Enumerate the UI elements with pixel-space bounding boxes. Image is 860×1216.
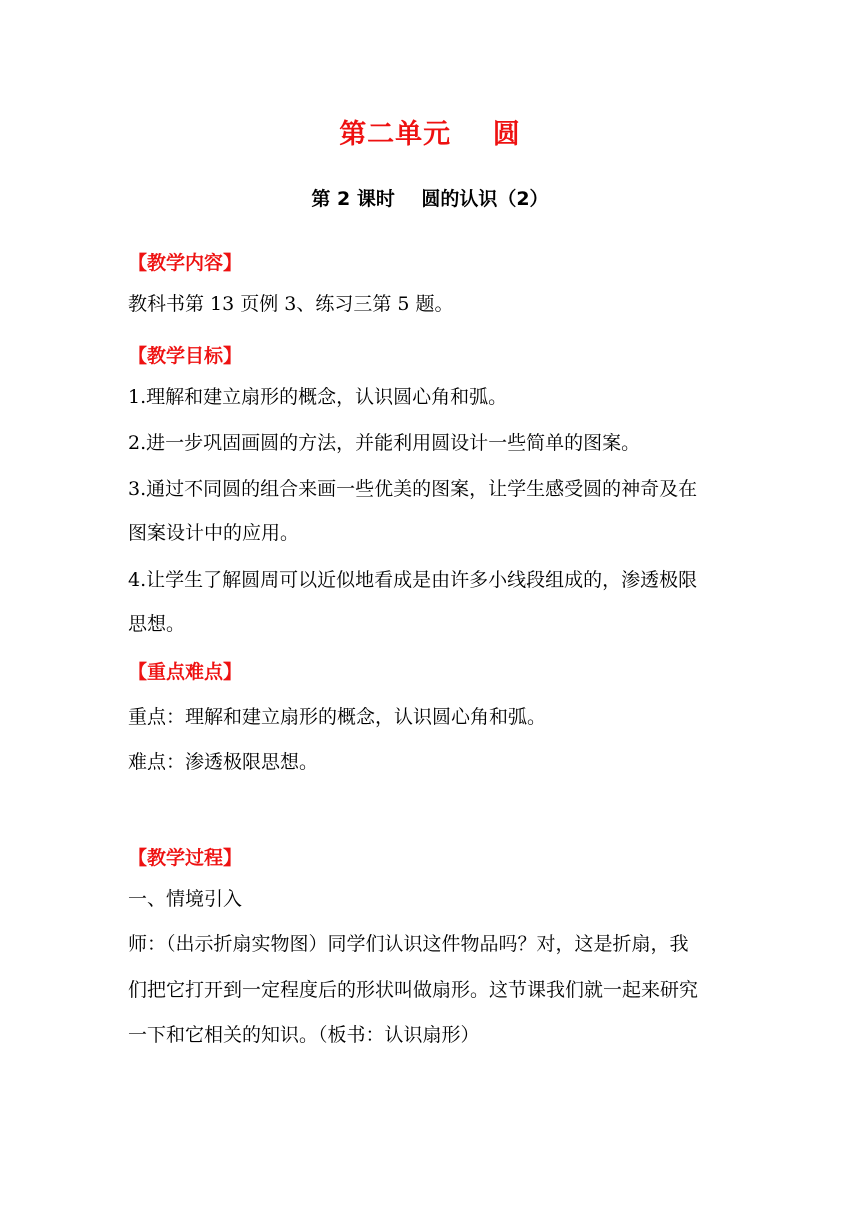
process-line: 一下和它相关的知识。（板书：认识扇形） [128,1024,480,1046]
key-point-text: 重点：理解和建立扇形的概念，认识圆心角和弧。 [128,706,547,728]
unit-title: 第二单元 圆 [339,119,521,150]
teaching-content-heading: 【教学内容】 [128,252,243,274]
objective-line: 3.通过不同圆的组合来画一些优美的图案，让学生感受圆的神奇及在 [128,478,698,500]
process-line: 师：（出示折扇实物图）同学们认识这件物品吗？对，这是折扇，我 [128,933,689,955]
objective-line: 4.让学生了解圆周可以近似地看成是由许多小线段组成的，渗透极限 [128,569,698,591]
objective-line: 2.进一步巩固画圆的方法，并能利用圆设计一些简单的图案。 [128,432,641,454]
objective-line: 1.理解和建立扇形的概念，认识圆心角和弧。 [128,386,508,408]
objective-line: 思想。 [128,613,186,635]
teaching-objectives-heading: 【教学目标】 [128,345,243,367]
objective-line: 图案设计中的应用。 [128,522,300,544]
key-points-heading: 【重点难点】 [128,661,243,683]
process-line: 们把它打开到一定程度后的形状叫做扇形。这节课我们就一起来研究 [128,979,699,1001]
teaching-content-text: 教科书第 13 页例 3、练习三第 5 题。 [128,293,454,315]
difficulty-text: 难点：渗透极限思想。 [128,751,319,773]
lesson-title: 第 2 课时 圆的认识（2） [311,188,549,210]
teaching-process-heading: 【教学过程】 [128,847,243,869]
process-subheading: 一、情境引入 [128,888,243,910]
